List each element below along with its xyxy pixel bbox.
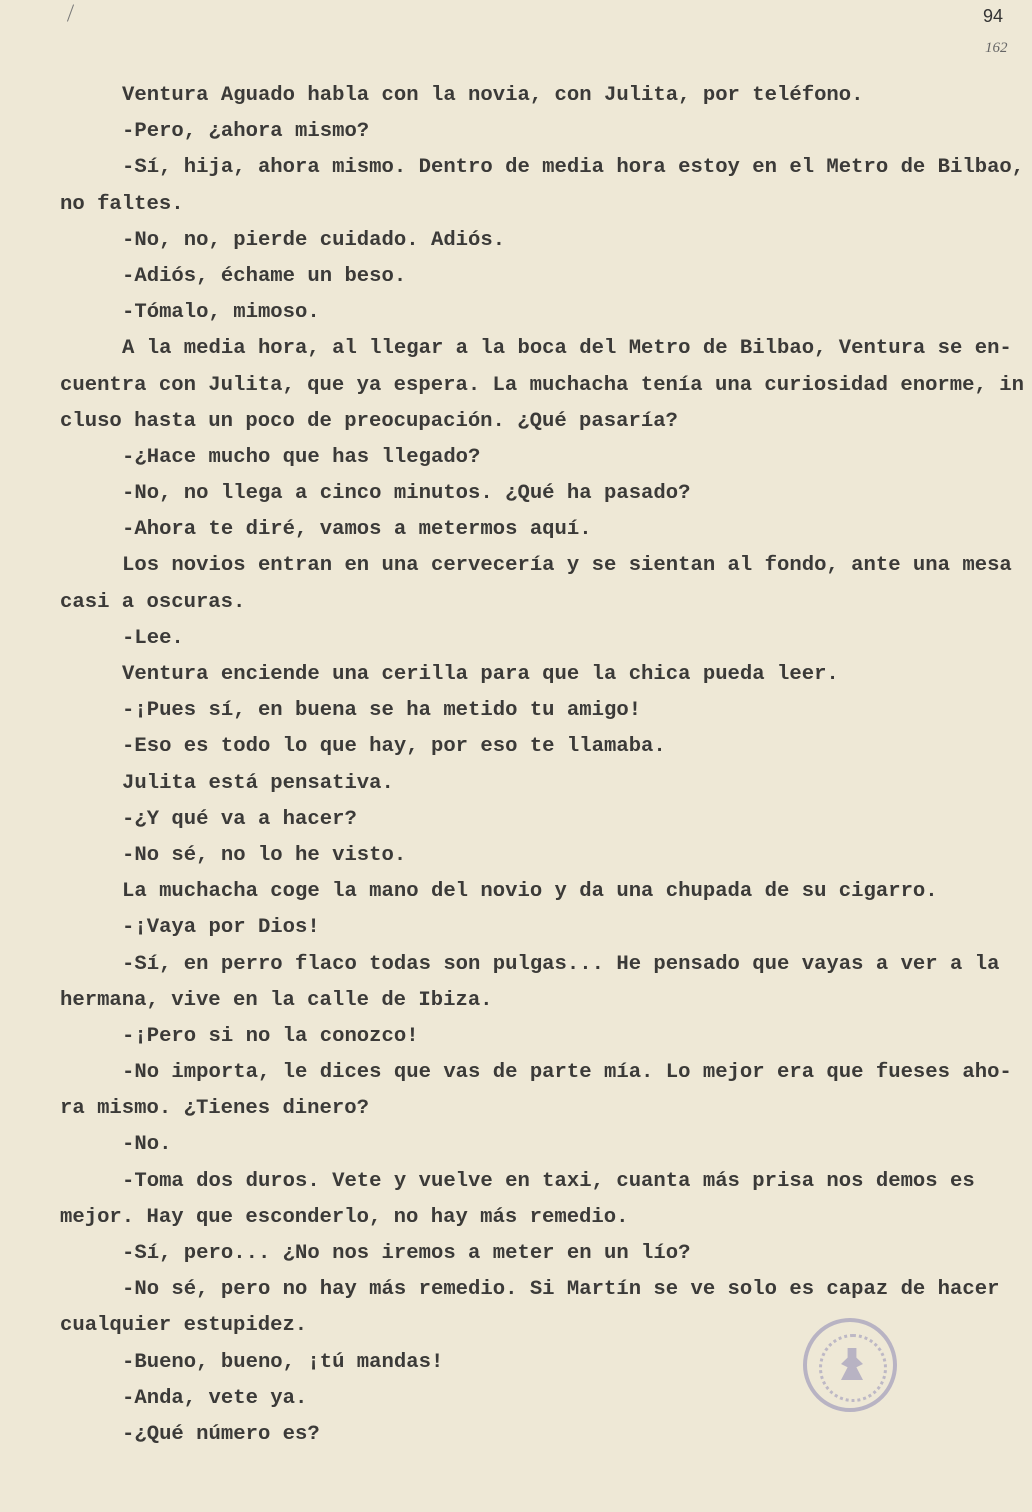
text-line: cualquier estupidez. [60,1314,308,1338]
text-line: casi a oscuras. [60,590,246,614]
text-line: no faltes. [60,192,184,216]
text-line: Los novios entran en una cervecería y se sientan al fondo, ante una mesa [122,554,1012,578]
pencil-mark [67,4,74,21]
text-line: -¡Pues sí, en buena se ha metido tu amigo! [122,699,642,723]
text-line: -¿Qué número es? [122,1422,320,1446]
text-line: cluso hasta un poco de preocupación. ¿Qué pasaría? [60,409,678,433]
text-line: mejor. Hay que esconderlo, no hay más remedio. [60,1205,629,1229]
text-line: A la media hora, al llegar a la boca del Metro de Bilbao, Ventura se en- [122,337,1012,361]
text-line: hermana, vive en la calle de Ibiza. [60,988,493,1012]
text-line: -No, no, pierde cuidado. Adiós. [122,228,506,252]
text-line: -Sí, hija, ahora mismo. Dentro de media hora estoy en el Metro de Bilbao, [122,156,1025,180]
text-line: Julita está pensativa. [122,771,394,795]
stamp-emblem-icon [841,1348,863,1380]
text-line: -¡Vaya por Dios! [122,916,320,940]
text-line: -¡Pero si no la conozco! [122,1024,419,1048]
text-line: -No importa, le dices que vas de parte mía. Lo mejor era que fueses aho- [122,1061,1012,1085]
text-line: -Bueno, bueno, ¡tú mandas! [122,1350,444,1374]
text-line: -Lee. [122,626,184,650]
text-line: ra mismo. ¿Tienes dinero? [60,1097,369,1121]
text-line: -Eso es todo lo que hay, por eso te llamaba. [122,735,666,759]
text-line: -Tómalo, mimoso. [122,301,320,325]
text-line: -No sé, no lo he visto. [122,843,407,867]
text-line: -Sí, en perro flaco todas son pulgas... He pensado que vayas a ver a la [122,952,1000,976]
text-line: -Anda, vete ya. [122,1386,308,1410]
text-line: -Pero, ¿ahora mismo? [122,120,370,144]
handwritten-folio-number: 162 [985,40,1008,56]
text-line: -¿Y qué va a hacer? [122,807,357,831]
text-line: -Toma dos duros. Vete y vuelve en taxi, cuanta más prisa nos demos es [122,1169,975,1193]
text-line: -No. [122,1133,172,1157]
text-line: -¿Hace mucho que has llegado? [122,445,481,469]
archive-stamp [803,1318,897,1412]
text-line: -Ahora te diré, vamos a metermos aquí. [122,518,592,542]
text-line: Ventura Aguado habla con la novia, con Julita, por teléfono. [122,84,864,107]
text-line: -Sí, pero... ¿No nos iremos a meter en un lío? [122,1242,691,1265]
text-line: Ventura enciende una cerilla para que la chica pueda leer. [122,663,839,686]
text-line: -No, no llega a cinco minutos. ¿Qué ha pasado? [122,482,691,506]
typewritten-text [60,78,1032,1453]
text-line: La muchacha coge la mano del novio y da una chupada de su cigarro. [122,880,938,904]
text-line: -Adiós, échame un beso. [122,264,407,288]
text-line: cuentra con Julita, que ya espera. La muchacha tenía una curiosidad enorme, in [60,373,1024,397]
page-number: 94 [983,6,1004,26]
text-line: -No sé, pero no hay más remedio. Si Martín se ve solo es capaz de hacer [122,1278,1000,1302]
